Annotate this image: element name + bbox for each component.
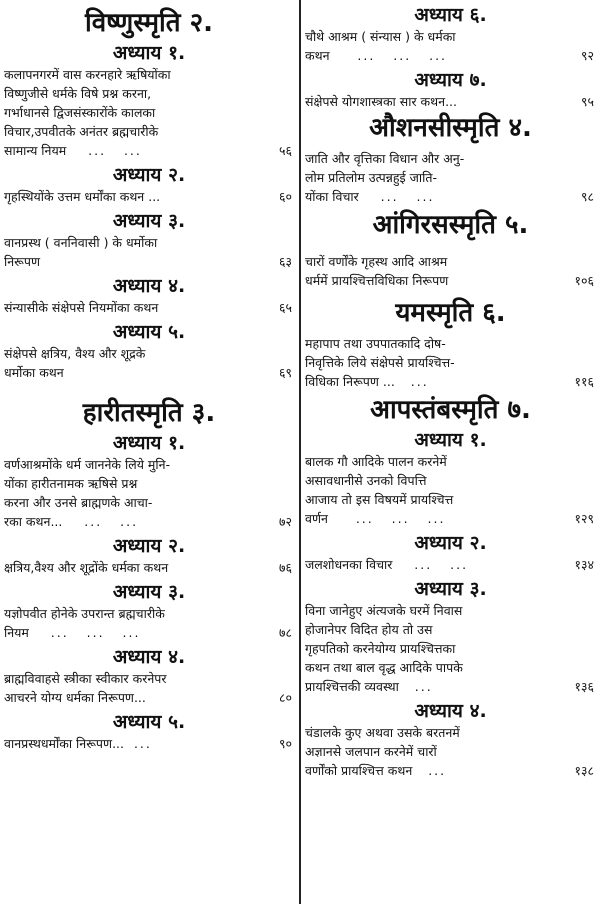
- vishnu-adhyaya-2-heading: अध्याय २.: [112, 164, 186, 186]
- page-number: ९०: [278, 736, 292, 751]
- entry-line: विना जानेहुए अंत्यजके घरमें निवास: [305, 603, 463, 618]
- apastamba-adhyaya-4-heading: अध्याय ४.: [414, 700, 487, 722]
- page-number: ९५: [580, 94, 594, 109]
- page-number: ९२: [580, 48, 594, 63]
- entry-line: लोम प्रतिलोम उत्पन्नहुई जाति-: [305, 170, 438, 185]
- entry-last-line: [4, 623, 294, 642]
- yama-entry[interactable]: [305, 334, 596, 391]
- entry-last-line: [305, 187, 596, 206]
- vishnu-smriti-title: विष्णुस्मृति २.: [84, 8, 214, 38]
- entry-line: ब्राह्मविवाहसे स्त्रीका स्वीकार करनेपर: [4, 671, 167, 686]
- entry-last-line: [305, 761, 596, 780]
- entry-line: आजाय तो इस विषयमें प्रायश्चित्त: [305, 492, 454, 507]
- right-column: [305, 0, 596, 904]
- page-number: ५६: [278, 143, 292, 158]
- vishnu-adhyaya-6-heading: अध्याय ६.: [414, 4, 487, 26]
- entry-last-line: [4, 252, 294, 271]
- vishnu-adhyaya-1-heading: अध्याय १.: [112, 42, 186, 64]
- entry-line: यज्ञोपवीत होनेके उपरान्त ब्रह्मचारीके: [4, 606, 165, 621]
- vishnu-adhyaya-6-entry[interactable]: [305, 27, 596, 65]
- yama-smriti-title: यमस्मृति ६.: [395, 298, 506, 328]
- leader-dots: ... ... ...: [32, 625, 141, 640]
- entry-last-line: [4, 734, 294, 753]
- page-number: ६५: [278, 300, 292, 315]
- entry-line: संक्षेपसे योगशास्त्रका सार कथन...: [305, 94, 457, 109]
- entry-line: चारों वर्णोंके गृहस्थ आदि आश्रम: [305, 254, 448, 269]
- harita-adhyaya-3-entry[interactable]: [4, 604, 294, 642]
- vishnu-adhyaya-7-entry[interactable]: [305, 92, 596, 111]
- entry-line: कथन तथा बाल वृद्ध आदिके पापके: [305, 660, 463, 675]
- vishnu-adhyaya-4-heading: अध्याय ४.: [112, 275, 186, 297]
- entry-line: होजानेपर विदित होय तो उस: [305, 622, 433, 637]
- entry-line: विधिका निरूपण ...: [305, 374, 395, 389]
- entry-last-line: [305, 555, 596, 574]
- entry-line: निवृत्तिके लिये संक्षेपसे प्रायश्चित्त-: [305, 355, 455, 370]
- leader-dots: ... ... ...: [333, 48, 448, 63]
- entry-line: वर्णआश्रमोंके धर्म जाननेके लिये मुनि-: [4, 457, 171, 472]
- leader-dots: ...: [402, 679, 433, 694]
- vishnu-adhyaya-1-entry[interactable]: [4, 65, 294, 160]
- leader-dots: ...: [127, 736, 152, 751]
- page-number: ७८: [278, 625, 292, 640]
- entry-last-line: [4, 512, 294, 531]
- entry-line: धर्ममें प्रायश्चित्तविधिका निरूपण: [305, 273, 449, 288]
- entry-line: जलशोधनका विचार: [305, 557, 393, 572]
- apastamba-adhyaya-3-heading: अध्याय ३.: [414, 578, 487, 600]
- page-number: १०६: [574, 273, 594, 288]
- column-divider: [299, 0, 301, 904]
- left-column: [4, 0, 294, 904]
- entry-last-line: [4, 363, 294, 382]
- entry-line: विष्णुजीसे धर्मके विषे प्रश्न करना,: [4, 86, 152, 101]
- page-number: ८०: [278, 690, 292, 705]
- page-number: ७६: [278, 560, 292, 575]
- entry-line: बालक गौ आदिके पालन करनेमें: [305, 454, 447, 469]
- apastamba-adhyaya-2-entry[interactable]: [305, 555, 596, 574]
- entry-line: करना और उनसे ब्राह्मणके आचा-: [4, 495, 153, 510]
- leader-dots: ... ...: [362, 189, 435, 204]
- entry-line: सामान्य नियम: [4, 143, 67, 158]
- leader-dots: ... ...: [66, 514, 139, 529]
- angiras-entry[interactable]: [305, 252, 596, 290]
- entry-line: गृहपतिको करनेयोग्य प्रायश्चित्तका: [305, 641, 456, 656]
- entry-line: अज्ञानसे जलपान करनेमें चारों: [305, 744, 437, 759]
- harita-adhyaya-2-heading: अध्याय २.: [112, 535, 186, 557]
- entry-line: संक्षेपसे क्षत्रिय, वैश्य और शूद्रके: [4, 346, 146, 361]
- entry-line: वानप्रस्थ ( वननिवासी ) के धर्मोका: [4, 235, 158, 250]
- entry-line: गर्भाधानसे द्विजसंस्कारोंके कालका: [4, 105, 156, 120]
- vishnu-adhyaya-5-heading: अध्याय ५.: [112, 321, 186, 343]
- entry-last-line: [305, 372, 596, 391]
- aushanasi-entry[interactable]: [305, 149, 596, 206]
- apastamba-adhyaya-2-heading: अध्याय २.: [414, 532, 487, 554]
- page-number: १२९: [574, 511, 594, 526]
- vishnu-adhyaya-3-entry[interactable]: [4, 233, 294, 271]
- entry-line: संन्यासीके संक्षेपसे नियमोंका कथन: [4, 300, 159, 315]
- vishnu-adhyaya-4-entry[interactable]: [4, 298, 294, 317]
- harita-adhyaya-1-heading: अध्याय १.: [112, 432, 186, 454]
- entry-line: क्षत्रिय,वैश्य और शूद्रोंके धर्मका कथन: [4, 560, 169, 575]
- harita-adhyaya-1-entry[interactable]: [4, 455, 294, 531]
- page-number: ६३: [278, 254, 292, 269]
- harita-smriti-title: हारीतस्मृति ३.: [82, 398, 216, 428]
- entry-line: गृहस्थियोंके उत्तम धर्मोंका कथन ...: [4, 189, 161, 204]
- page-number: ९८: [580, 189, 594, 204]
- entry-line: योंका हारीतनामक ऋषिसे प्रश्न: [4, 476, 138, 491]
- leader-dots: ...: [416, 763, 447, 778]
- harita-adhyaya-5-heading: अध्याय ५.: [112, 711, 186, 733]
- harita-adhyaya-3-heading: अध्याय ३.: [112, 581, 186, 603]
- leader-dots: ... ...: [70, 143, 142, 158]
- entry-line: महापाप तथा उपपातकादि दोष-: [305, 336, 446, 351]
- apastamba-adhyaya-1-entry[interactable]: [305, 452, 596, 528]
- page-number: ६९: [278, 365, 292, 380]
- entry-line: वानप्रस्थधर्मोंका निरूपण...: [4, 736, 124, 751]
- entry-line: कथन: [305, 48, 330, 63]
- leader-dots: ...: [398, 374, 429, 389]
- entry-line: निरूपण: [4, 254, 41, 269]
- angiras-smriti-title: आंगिरसस्मृति ५.: [372, 210, 529, 240]
- entry-last-line: [305, 509, 596, 528]
- page-number: १३६: [574, 679, 594, 694]
- page-number: १३४: [574, 557, 594, 572]
- entry-line: धर्मोका कथन: [4, 365, 64, 380]
- entry-line: वर्णोंको प्रायश्चित्त कथन: [305, 763, 413, 778]
- entry-last-line: [305, 677, 596, 696]
- harita-adhyaya-2-entry[interactable]: [4, 558, 294, 577]
- leader-dots: ... ...: [396, 557, 469, 572]
- page-number: ६०: [278, 189, 292, 204]
- entry-line: रका कथन...: [4, 514, 63, 529]
- harita-adhyaya-5-entry[interactable]: [4, 734, 294, 753]
- page-number: ११६: [574, 374, 594, 389]
- page-number: १३८: [574, 763, 594, 778]
- vishnu-adhyaya-3-heading: अध्याय ३.: [112, 210, 186, 232]
- apastamba-smriti-title: आपस्तंबस्मृति ७.: [370, 395, 531, 425]
- entry-line: योंका विचार: [305, 189, 359, 204]
- entry-last-line: [4, 141, 294, 160]
- vishnu-adhyaya-2-entry[interactable]: [4, 187, 294, 206]
- entry-line: नियम: [4, 625, 29, 640]
- apastamba-adhyaya-4-entry[interactable]: [305, 723, 596, 780]
- vishnu-adhyaya-5-entry[interactable]: [4, 344, 294, 382]
- entry-line: वर्णन: [305, 511, 328, 526]
- apastamba-adhyaya-1-heading: अध्याय १.: [414, 429, 487, 451]
- leader-dots: ... ... ...: [331, 511, 446, 526]
- harita-adhyaya-4-entry[interactable]: [4, 669, 294, 707]
- entry-line: जाति और वृत्तिका विधान और अनु-: [305, 151, 465, 166]
- vishnu-adhyaya-7-heading: अध्याय ७.: [414, 69, 487, 91]
- entry-line: आचरने योग्य धर्मका निरूपण...: [4, 690, 146, 705]
- entry-line: चौथे आश्रम ( संन्यास ) के धर्मका: [305, 29, 456, 44]
- page-number: ७२: [278, 514, 292, 529]
- entry-last-line: [4, 688, 294, 707]
- entry-line: प्रायश्चित्तकी व्यवस्था: [305, 679, 399, 694]
- entry-line: विचार,उपवीतके अनंतर ब्रह्मचारीके: [4, 124, 159, 139]
- entry-last-line: [305, 46, 596, 65]
- harita-adhyaya-4-heading: अध्याय ४.: [112, 646, 186, 668]
- entry-line: चंडालके कुए अथवा उसके बरतनमें: [305, 725, 460, 740]
- apastamba-adhyaya-3-entry[interactable]: [305, 601, 596, 696]
- entry-line: कलापनगरमें वास करनहारे ऋषियोंका: [4, 67, 171, 82]
- entry-line: असावधानीसे उनको विपत्ति: [305, 473, 427, 488]
- aushanasi-smriti-title: औशनसीस्मृति ४.: [369, 113, 532, 143]
